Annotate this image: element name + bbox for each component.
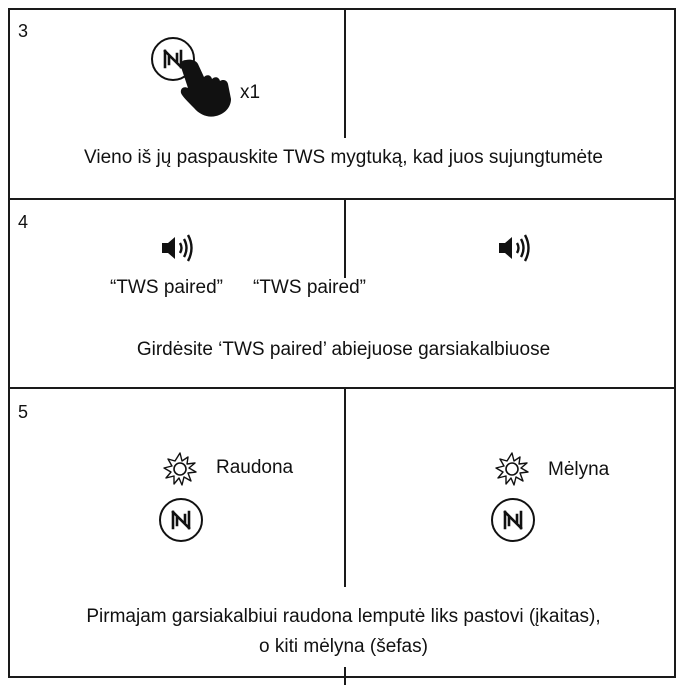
row-divider-2 <box>8 387 676 389</box>
row-divider-1 <box>8 198 676 200</box>
tapping-hand-icon <box>178 58 236 120</box>
column-divider-row4 <box>344 198 346 278</box>
step-3-caption: Vieno iš jų paspauskite TWS mygtuką, kad juos sujungtumėte <box>84 147 603 168</box>
light-burst-icon <box>163 452 197 486</box>
step-4-caption: Girdėsite ‘TWS paired’ abiejuose garsiakalbiuose <box>136 339 551 360</box>
column-divider-row3 <box>344 8 346 138</box>
right-speaker-speech: “TWS paired” <box>253 277 366 298</box>
column-divider-row5 <box>344 387 346 587</box>
speaker-sound-icon <box>160 233 196 263</box>
step-5-caption-line-1: Pirmajam garsiakalbiui raudona lemputė liks pastovi (įkaitas), <box>86 606 601 627</box>
blue-light-label: Mėlyna <box>548 459 610 480</box>
column-divider-bottom <box>344 667 346 685</box>
tws-button-icon <box>490 497 536 543</box>
tws-button-icon <box>158 497 204 543</box>
step-number: 5 <box>18 402 29 422</box>
left-speaker-speech: “TWS paired” <box>110 277 223 298</box>
speaker-sound-icon <box>497 233 533 263</box>
step-number: 4 <box>18 212 29 232</box>
step-5-caption-line-2: o kiti mėlyna (šefas) <box>259 636 428 657</box>
step-number: 3 <box>18 21 29 41</box>
light-burst-icon <box>495 452 529 486</box>
tap-count: x1 <box>240 82 261 103</box>
red-light-label: Raudona <box>216 457 294 478</box>
